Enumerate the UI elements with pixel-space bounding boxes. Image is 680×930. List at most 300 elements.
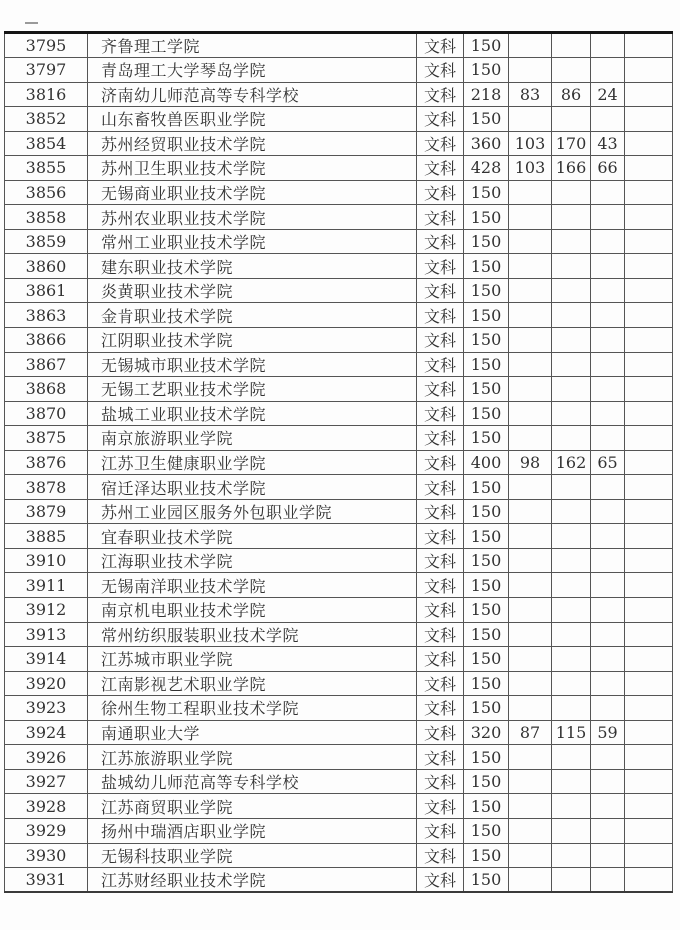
cell-extra-1 (509, 671, 552, 696)
cell-score: 150 (464, 33, 509, 58)
cell-extra-3: 66 (591, 156, 625, 181)
cell-extra-4 (625, 696, 673, 721)
cell-extra-4 (625, 107, 673, 132)
table-row (5, 33, 673, 58)
table-row (5, 598, 673, 623)
table-row (5, 696, 673, 721)
cell-school-name: 扬州中瑞酒店职业学院 (88, 818, 417, 843)
cell-school-name: 常州纺织服装职业技术学院 (88, 622, 417, 647)
cell-school-code: 3920 (5, 671, 88, 696)
cell-extra-2 (552, 475, 591, 500)
cell-school-name: 江苏旅游职业学院 (88, 745, 417, 770)
table-row (5, 328, 673, 353)
cell-category: 文科 (417, 794, 464, 819)
cell-extra-4 (625, 352, 673, 377)
cell-extra-3 (591, 180, 625, 205)
cell-extra-2 (552, 499, 591, 524)
cell-extra-2 (552, 426, 591, 451)
cell-extra-2: 115 (552, 720, 591, 745)
cell-category: 文科 (417, 769, 464, 794)
table-row (5, 401, 673, 426)
cell-extra-2 (552, 548, 591, 573)
cell-extra-3: 59 (591, 720, 625, 745)
cell-extra-3 (591, 524, 625, 549)
table-row (5, 107, 673, 132)
cell-extra-2 (552, 843, 591, 868)
cell-extra-4 (625, 156, 673, 181)
cell-extra-1 (509, 229, 552, 254)
table-row (5, 745, 673, 770)
table-row (5, 769, 673, 794)
table-body (5, 33, 673, 893)
cell-score: 150 (464, 622, 509, 647)
table-row (5, 843, 673, 868)
cell-category: 文科 (417, 745, 464, 770)
cell-extra-4 (625, 426, 673, 451)
table-row (5, 229, 673, 254)
cell-extra-3 (591, 843, 625, 868)
cell-school-name: 无锡城市职业技术学院 (88, 352, 417, 377)
cell-school-code: 3923 (5, 696, 88, 721)
cell-extra-4 (625, 499, 673, 524)
cell-school-code: 3860 (5, 254, 88, 279)
cell-extra-1 (509, 769, 552, 794)
cell-extra-2 (552, 180, 591, 205)
cell-school-name: 江海职业技术学院 (88, 548, 417, 573)
cell-extra-4 (625, 180, 673, 205)
cell-score: 150 (464, 818, 509, 843)
cell-extra-2 (552, 745, 591, 770)
cell-extra-1 (509, 598, 552, 623)
table-row (5, 205, 673, 230)
cell-score: 150 (464, 696, 509, 721)
cell-school-name: 江苏商贸职业学院 (88, 794, 417, 819)
cell-school-name: 济南幼儿师范高等专科学校 (88, 82, 417, 107)
cell-extra-4 (625, 303, 673, 328)
cell-extra-3 (591, 58, 625, 83)
cell-extra-2 (552, 303, 591, 328)
cell-extra-1 (509, 254, 552, 279)
cell-score: 360 (464, 131, 509, 156)
table-row (5, 868, 673, 893)
cell-extra-2 (552, 622, 591, 647)
cell-extra-4 (625, 328, 673, 353)
cell-school-name: 金肯职业技术学院 (88, 303, 417, 328)
cell-extra-3: 43 (591, 131, 625, 156)
table-row (5, 720, 673, 745)
cell-extra-4 (625, 131, 673, 156)
cell-category: 文科 (417, 33, 464, 58)
table-row (5, 303, 673, 328)
cell-extra-4 (625, 647, 673, 672)
cell-extra-3 (591, 818, 625, 843)
cell-category: 文科 (417, 278, 464, 303)
cell-extra-4 (625, 450, 673, 475)
table-row (5, 818, 673, 843)
cell-extra-1 (509, 745, 552, 770)
cell-extra-2 (552, 598, 591, 623)
cell-category: 文科 (417, 156, 464, 181)
cell-school-name: 苏州工业园区服务外包职业学院 (88, 499, 417, 524)
table-row (5, 524, 673, 549)
cell-score: 150 (464, 671, 509, 696)
cell-extra-3 (591, 868, 625, 893)
cell-score: 150 (464, 278, 509, 303)
table-row (5, 278, 673, 303)
cell-extra-3 (591, 229, 625, 254)
cell-school-name: 江苏卫生健康职业学院 (88, 450, 417, 475)
cell-school-code: 3930 (5, 843, 88, 868)
table-row (5, 426, 673, 451)
cell-category: 文科 (417, 303, 464, 328)
cell-extra-2 (552, 328, 591, 353)
cell-extra-1: 103 (509, 131, 552, 156)
cell-score: 150 (464, 794, 509, 819)
cell-school-code: 3914 (5, 647, 88, 672)
cell-extra-4 (625, 377, 673, 402)
cell-school-name: 盐城工业职业技术学院 (88, 401, 417, 426)
table-row (5, 156, 673, 181)
cell-category: 文科 (417, 254, 464, 279)
cell-extra-1 (509, 573, 552, 598)
table-row (5, 499, 673, 524)
cell-school-name: 南京旅游职业学院 (88, 426, 417, 451)
cell-extra-3 (591, 769, 625, 794)
cell-category: 文科 (417, 573, 464, 598)
cell-extra-1 (509, 843, 552, 868)
cell-school-name: 江苏财经职业技术学院 (88, 868, 417, 893)
cell-category: 文科 (417, 58, 464, 83)
cell-category: 文科 (417, 426, 464, 451)
cell-extra-1: 103 (509, 156, 552, 181)
cell-score: 150 (464, 598, 509, 623)
cell-school-name: 建东职业技术学院 (88, 254, 417, 279)
cell-extra-1 (509, 818, 552, 843)
cell-extra-1 (509, 205, 552, 230)
cell-school-code: 3875 (5, 426, 88, 451)
cell-category: 文科 (417, 720, 464, 745)
cell-score: 150 (464, 647, 509, 672)
table-row (5, 254, 673, 279)
cell-extra-4 (625, 33, 673, 58)
cell-extra-2 (552, 229, 591, 254)
table-row (5, 622, 673, 647)
cell-school-code: 3852 (5, 107, 88, 132)
cell-school-name: 炎黄职业技术学院 (88, 278, 417, 303)
cell-school-name: 苏州卫生职业技术学院 (88, 156, 417, 181)
cell-extra-3 (591, 475, 625, 500)
cell-score: 150 (464, 769, 509, 794)
cell-category: 文科 (417, 671, 464, 696)
cell-school-code: 3797 (5, 58, 88, 83)
cell-school-name: 苏州农业职业技术学院 (88, 205, 417, 230)
table-row (5, 647, 673, 672)
cell-school-code: 3859 (5, 229, 88, 254)
cell-school-code: 3926 (5, 745, 88, 770)
cell-extra-4 (625, 818, 673, 843)
cell-score: 150 (464, 107, 509, 132)
cell-category: 文科 (417, 229, 464, 254)
cell-school-code: 3870 (5, 401, 88, 426)
cell-school-name: 无锡南洋职业技术学院 (88, 573, 417, 598)
cell-category: 文科 (417, 131, 464, 156)
cell-school-name: 无锡科技职业学院 (88, 843, 417, 868)
cell-extra-2 (552, 278, 591, 303)
cell-extra-2: 170 (552, 131, 591, 156)
cell-score: 150 (464, 229, 509, 254)
cell-extra-1 (509, 548, 552, 573)
admission-score-table (4, 31, 673, 893)
cell-school-code: 3931 (5, 868, 88, 893)
cell-extra-1 (509, 328, 552, 353)
cell-extra-3 (591, 794, 625, 819)
scan-artifact-mark (25, 22, 38, 24)
cell-extra-2 (552, 377, 591, 402)
cell-extra-4 (625, 524, 673, 549)
cell-extra-3 (591, 598, 625, 623)
cell-extra-3 (591, 328, 625, 353)
cell-category: 文科 (417, 548, 464, 573)
cell-school-name: 无锡商业职业技术学院 (88, 180, 417, 205)
cell-extra-4 (625, 868, 673, 893)
cell-extra-4 (625, 229, 673, 254)
table-row (5, 794, 673, 819)
cell-school-name: 南通职业大学 (88, 720, 417, 745)
cell-score: 150 (464, 843, 509, 868)
cell-school-code: 3816 (5, 82, 88, 107)
cell-score: 150 (464, 745, 509, 770)
cell-extra-4 (625, 843, 673, 868)
cell-category: 文科 (417, 622, 464, 647)
cell-score: 150 (464, 868, 509, 893)
cell-extra-4 (625, 205, 673, 230)
cell-extra-2 (552, 352, 591, 377)
cell-extra-2 (552, 33, 591, 58)
cell-extra-1 (509, 33, 552, 58)
cell-school-code: 3858 (5, 205, 88, 230)
cell-extra-2 (552, 524, 591, 549)
cell-school-code: 3856 (5, 180, 88, 205)
cell-extra-3 (591, 254, 625, 279)
cell-extra-1 (509, 278, 552, 303)
cell-extra-4 (625, 769, 673, 794)
cell-extra-3 (591, 573, 625, 598)
cell-extra-4 (625, 598, 673, 623)
cell-extra-1 (509, 647, 552, 672)
cell-school-code: 3912 (5, 598, 88, 623)
cell-extra-1: 87 (509, 720, 552, 745)
cell-extra-2 (552, 401, 591, 426)
cell-extra-1 (509, 499, 552, 524)
cell-score: 150 (464, 352, 509, 377)
cell-school-name: 山东畜牧兽医职业学院 (88, 107, 417, 132)
cell-score: 150 (464, 401, 509, 426)
cell-extra-4 (625, 278, 673, 303)
cell-score: 320 (464, 720, 509, 745)
cell-score: 150 (464, 475, 509, 500)
cell-school-code: 3924 (5, 720, 88, 745)
cell-school-code: 3866 (5, 328, 88, 353)
cell-extra-2: 166 (552, 156, 591, 181)
cell-extra-1 (509, 180, 552, 205)
cell-category: 文科 (417, 205, 464, 230)
cell-category: 文科 (417, 524, 464, 549)
cell-score: 150 (464, 58, 509, 83)
cell-extra-4 (625, 794, 673, 819)
cell-extra-3 (591, 303, 625, 328)
cell-extra-3 (591, 278, 625, 303)
cell-extra-1 (509, 622, 552, 647)
cell-category: 文科 (417, 352, 464, 377)
cell-score: 428 (464, 156, 509, 181)
cell-school-name: 宿迁泽达职业技术学院 (88, 475, 417, 500)
cell-category: 文科 (417, 818, 464, 843)
cell-extra-1: 98 (509, 450, 552, 475)
cell-score: 150 (464, 254, 509, 279)
cell-extra-3 (591, 671, 625, 696)
cell-category: 文科 (417, 868, 464, 893)
cell-school-name: 常州工业职业技术学院 (88, 229, 417, 254)
cell-extra-1 (509, 377, 552, 402)
cell-school-code: 3855 (5, 156, 88, 181)
cell-school-code: 3929 (5, 818, 88, 843)
cell-score: 150 (464, 303, 509, 328)
cell-extra-4 (625, 548, 673, 573)
cell-extra-2 (552, 647, 591, 672)
cell-extra-3 (591, 696, 625, 721)
table-row (5, 475, 673, 500)
cell-extra-1 (509, 426, 552, 451)
table-row (5, 131, 673, 156)
cell-school-code: 3910 (5, 548, 88, 573)
cell-extra-3 (591, 647, 625, 672)
cell-school-name: 江南影视艺术职业学院 (88, 671, 417, 696)
cell-school-name: 宜春职业技术学院 (88, 524, 417, 549)
cell-school-name: 齐鲁理工学院 (88, 33, 417, 58)
cell-school-code: 3911 (5, 573, 88, 598)
table-row (5, 377, 673, 402)
cell-category: 文科 (417, 377, 464, 402)
cell-score: 150 (464, 328, 509, 353)
cell-extra-3 (591, 426, 625, 451)
cell-school-name: 江阴职业技术学院 (88, 328, 417, 353)
cell-extra-4 (625, 82, 673, 107)
cell-extra-3 (591, 401, 625, 426)
cell-school-code: 3878 (5, 475, 88, 500)
cell-category: 文科 (417, 328, 464, 353)
table-row (5, 58, 673, 83)
cell-extra-2 (552, 58, 591, 83)
cell-category: 文科 (417, 107, 464, 132)
table-row (5, 450, 673, 475)
cell-school-code: 3867 (5, 352, 88, 377)
cell-category: 文科 (417, 499, 464, 524)
cell-extra-4 (625, 745, 673, 770)
cell-extra-2 (552, 573, 591, 598)
cell-extra-2 (552, 205, 591, 230)
cell-extra-3 (591, 107, 625, 132)
cell-extra-4 (625, 254, 673, 279)
cell-extra-2 (552, 818, 591, 843)
cell-extra-1 (509, 524, 552, 549)
cell-score: 218 (464, 82, 509, 107)
cell-extra-3 (591, 622, 625, 647)
cell-extra-4 (625, 671, 673, 696)
cell-extra-4 (625, 720, 673, 745)
cell-extra-2 (552, 107, 591, 132)
cell-category: 文科 (417, 843, 464, 868)
cell-extra-1 (509, 696, 552, 721)
cell-school-code: 3863 (5, 303, 88, 328)
cell-score: 150 (464, 205, 509, 230)
cell-school-code: 3879 (5, 499, 88, 524)
cell-extra-3 (591, 377, 625, 402)
cell-extra-1 (509, 794, 552, 819)
cell-extra-3 (591, 745, 625, 770)
cell-school-name: 南京机电职业技术学院 (88, 598, 417, 623)
cell-extra-2 (552, 794, 591, 819)
cell-extra-3 (591, 352, 625, 377)
cell-extra-1: 83 (509, 82, 552, 107)
cell-extra-4 (625, 401, 673, 426)
cell-extra-3 (591, 499, 625, 524)
cell-category: 文科 (417, 647, 464, 672)
cell-score: 150 (464, 573, 509, 598)
cell-extra-1 (509, 303, 552, 328)
cell-extra-4 (625, 622, 673, 647)
table-row (5, 573, 673, 598)
cell-school-name: 苏州经贸职业技术学院 (88, 131, 417, 156)
cell-school-code: 3861 (5, 278, 88, 303)
cell-score: 150 (464, 499, 509, 524)
cell-extra-2: 86 (552, 82, 591, 107)
cell-extra-3 (591, 548, 625, 573)
cell-extra-2: 162 (552, 450, 591, 475)
cell-extra-2 (552, 671, 591, 696)
cell-score: 400 (464, 450, 509, 475)
cell-score: 150 (464, 426, 509, 451)
cell-school-code: 3913 (5, 622, 88, 647)
cell-extra-2 (552, 868, 591, 893)
cell-extra-3 (591, 205, 625, 230)
cell-extra-2 (552, 769, 591, 794)
cell-extra-3: 24 (591, 82, 625, 107)
cell-category: 文科 (417, 82, 464, 107)
cell-school-code: 3927 (5, 769, 88, 794)
cell-extra-1 (509, 107, 552, 132)
cell-school-code: 3795 (5, 33, 88, 58)
cell-category: 文科 (417, 598, 464, 623)
cell-category: 文科 (417, 180, 464, 205)
cell-category: 文科 (417, 401, 464, 426)
cell-extra-1 (509, 475, 552, 500)
cell-extra-3 (591, 33, 625, 58)
table-row (5, 548, 673, 573)
cell-school-code: 3885 (5, 524, 88, 549)
cell-school-code: 3854 (5, 131, 88, 156)
cell-category: 文科 (417, 450, 464, 475)
cell-score: 150 (464, 377, 509, 402)
cell-extra-2 (552, 254, 591, 279)
cell-score: 150 (464, 180, 509, 205)
cell-extra-1 (509, 352, 552, 377)
cell-score: 150 (464, 548, 509, 573)
cell-extra-4 (625, 58, 673, 83)
cell-extra-1 (509, 401, 552, 426)
cell-extra-1 (509, 58, 552, 83)
cell-school-name: 盐城幼儿师范高等专科学校 (88, 769, 417, 794)
cell-extra-1 (509, 868, 552, 893)
